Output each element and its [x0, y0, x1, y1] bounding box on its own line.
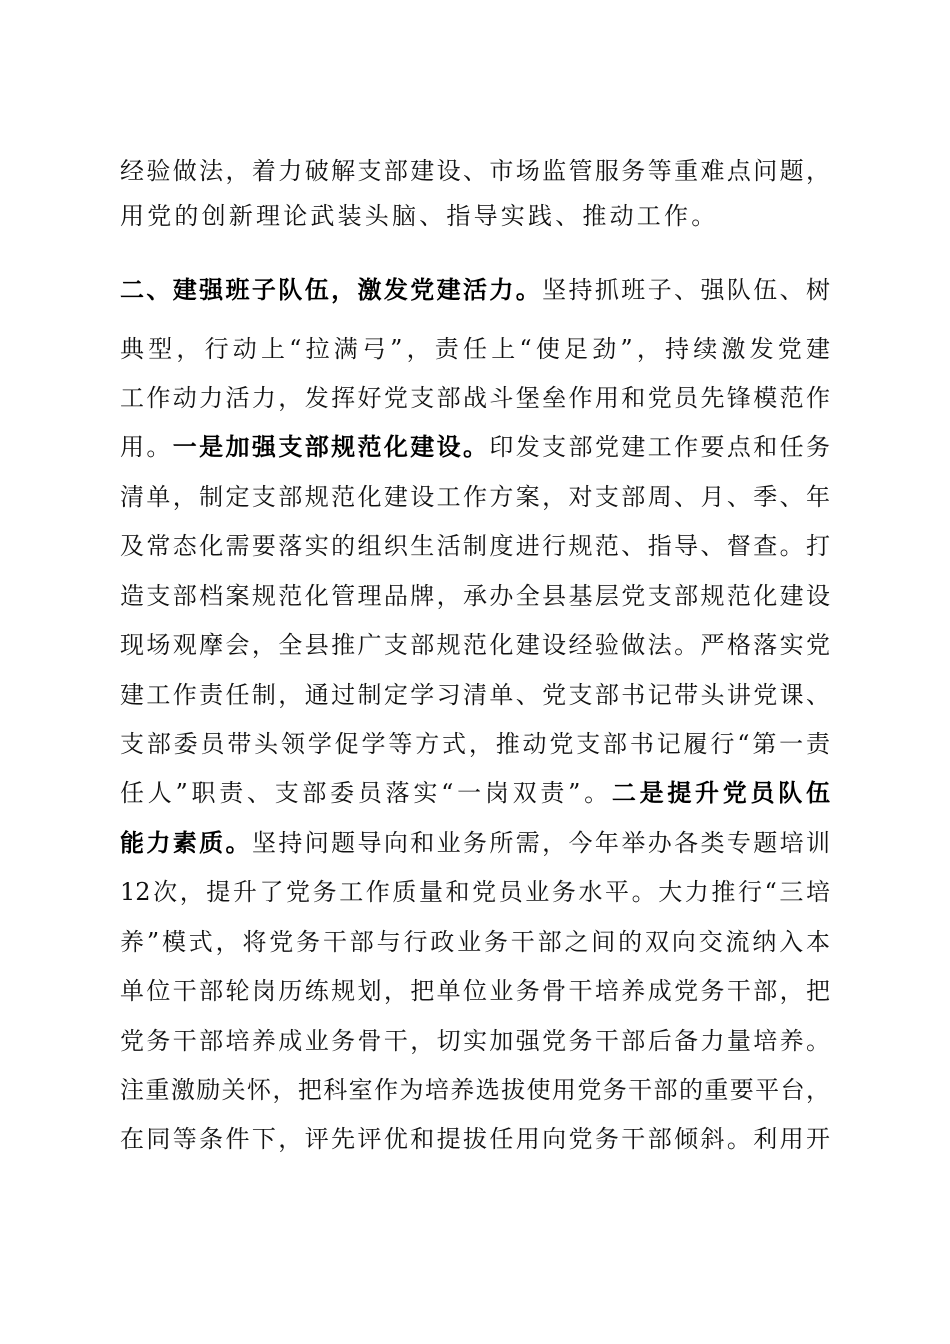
paragraph-line: 单位干部轮岗历练规划，把单位业务骨干培养成党务干部，把 [120, 977, 830, 1005]
paragraph-text: 坚持问题导向和业务所需，今年举办各类专题培训 [251, 829, 831, 857]
paragraph-line: 建工作责任制，通过制定学习清单、党支部书记带头讲党课、 [120, 681, 830, 709]
paragraph-line [120, 823, 830, 863]
paragraph-line: 现场观摩会，全县推广支部规范化建设经验做法。严格落实党 [120, 631, 830, 659]
paragraph-line: 典型，行动上“拉满弓”，责任上“使足劲”，持续激发党建 [120, 335, 830, 363]
paragraph-line [120, 427, 830, 467]
paragraph-line: 用党的创新理论武装头脑、指导实践、推动工作。 [120, 202, 719, 230]
paragraph-line [120, 773, 830, 813]
subheading-2: 二是提升党员队伍 [611, 779, 831, 807]
paragraph-text: 坚持抓班子、强队伍、树 [542, 276, 831, 304]
paragraph-line: 支部委员带头领学促学等方式，推动党支部书记履行“第一责 [120, 730, 830, 758]
paragraph-line: 及常态化需要落实的组织生活制度进行规范、指导、督查。打 [120, 532, 830, 560]
subheading-2-continued: 能力素质。 [120, 829, 252, 857]
paragraph-line: 12次，提升了党务工作质量和党员业务水平。大力推行“三培 [120, 878, 830, 906]
paragraph-line: 注重激励关怀，把科室作为培养选拔使用党务干部的重要平台， [120, 1076, 830, 1104]
paragraph-line: 党务干部培养成业务骨干，切实加强党务干部后备力量培养。 [120, 1027, 830, 1055]
paragraph-text: 任人”职责、支部委员落实“一岗双责”。 [120, 779, 612, 807]
paragraph-line: 造支部档案规范化管理品牌，承办全县基层党支部规范化建设 [120, 582, 830, 610]
paragraph-text: 印发支部党建工作要点和任务 [489, 433, 831, 461]
paragraph-line: 在同等条件下，评先评优和提拔任用向党务干部倾斜。利用开 [120, 1125, 830, 1153]
paragraph-line: 养”模式，将党务干部与行政业务干部之间的双向交流纳入本 [120, 928, 830, 956]
paragraph-line: 工作动力活力，发挥好党支部战斗堡垒作用和党员先锋模范作 [120, 384, 830, 412]
paragraph-text: 用。 [120, 433, 173, 461]
subheading-1: 一是加强支部规范化建设。 [172, 433, 490, 461]
section-heading-line [120, 270, 830, 310]
section-heading: 二、建强班子队伍，激发党建活力。 [120, 276, 543, 304]
paragraph-line: 清单，制定支部规范化建设工作方案，对支部周、月、季、年 [120, 483, 830, 511]
paragraph-line: 经验做法，着力破解支部建设、市场监管服务等重难点问题， [120, 157, 830, 185]
